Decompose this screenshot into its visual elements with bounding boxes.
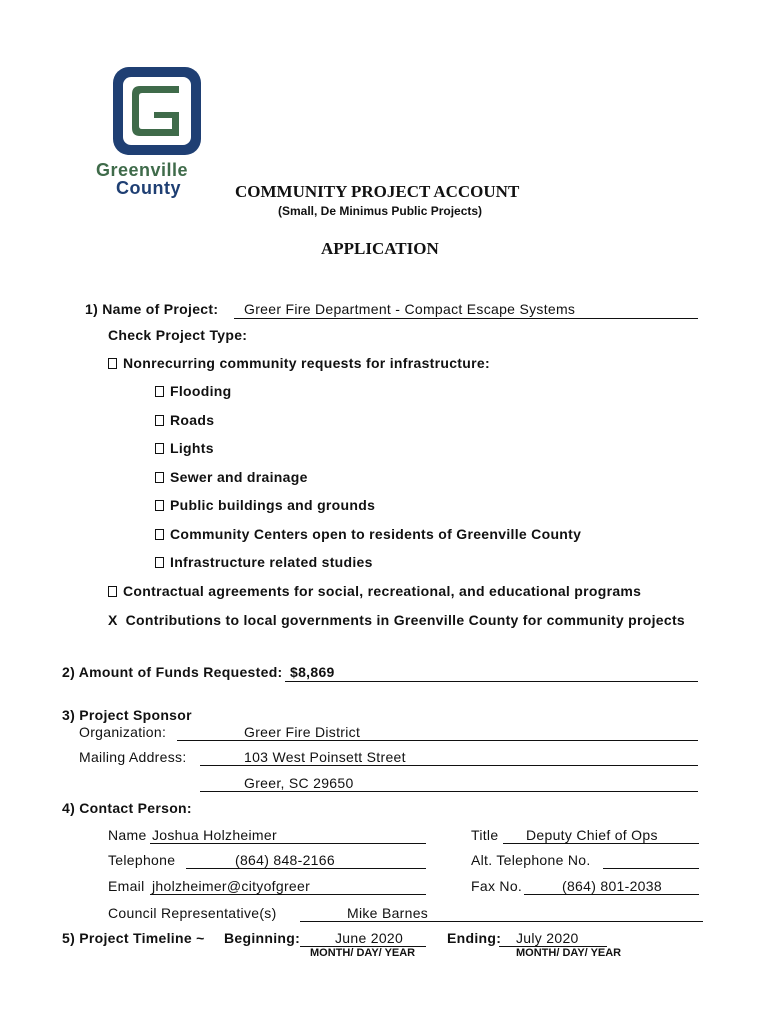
title-line [503,843,699,844]
project-name-value[interactable]: Greer Fire Department - Compact Escape Systems [244,301,576,317]
funds-requested-value[interactable]: $8,869 [290,664,335,680]
ending-label: Ending: [447,930,502,946]
ending-date-hint: MONTH/ DAY/ YEAR [516,947,622,959]
nonrecurring-option[interactable] [108,355,490,371]
fax-label: Fax No. [471,878,523,894]
option-public-buildings[interactable] [155,497,375,513]
contact-person-label: 4) Contact Person: [62,800,192,816]
organization-label: Organization: [79,724,167,740]
public-buildings-checkbox[interactable] [155,500,164,511]
project-name-label: 1) Name of Project: [85,301,219,317]
email-line [150,894,426,895]
infrastructure-studies-checkbox[interactable] [155,557,164,568]
council-representative-label: Council Representative(s) [108,905,277,921]
option-contractual[interactable] [108,583,641,599]
logo-line-1: Greenville [96,160,189,180]
name-label: Name [108,827,147,843]
option-flooding[interactable] [155,383,232,399]
beginning-date-hint: MONTH/ DAY/ YEAR [310,947,416,959]
telephone-value[interactable]: (864) 848-2166 [235,852,335,868]
email-label: Email [108,878,145,894]
application-heading: APPLICATION [321,239,439,258]
project-sponsor-label: 3) Project Sponsor [62,707,192,723]
roads-label: Roads [170,412,215,428]
sewer-label: Sewer and drainage [170,469,308,485]
organization-line-a [177,740,698,741]
fax-value[interactable]: (864) 801-2038 [562,878,662,894]
greenville-county-logo [96,66,220,202]
option-lights[interactable] [155,440,214,456]
gc-logo-icon [96,66,220,162]
beginning-value[interactable]: June 2020 [335,930,404,946]
roads-checkbox[interactable] [155,415,164,426]
logo-line-2: County [116,178,181,198]
project-timeline-label: 5) Project Timeline ~ [62,930,205,946]
funds-line [285,681,698,682]
mailing-address-label: Mailing Address: [79,749,187,765]
contributions-checkmark[interactable]: X [108,612,118,628]
address-line-1 [200,765,698,766]
alt-telephone-label: Alt. Telephone No. [471,852,591,868]
flooding-label: Flooding [170,383,232,399]
contractual-checkbox[interactable] [108,586,117,597]
beginning-label: Beginning: [224,930,301,946]
community-centers-label: Community Centers open to residents of Greenville County [170,526,582,542]
nonrecurring-label: Nonrecurring community requests for infrastructure: [123,355,490,371]
community-centers-checkbox[interactable] [155,529,164,540]
email-value[interactable]: jholzheimer@cityofgreer [152,878,311,894]
nonrecurring-checkbox[interactable] [108,358,117,369]
address-line-2 [200,791,698,792]
option-roads[interactable] [155,412,214,428]
telephone-label: Telephone [108,852,176,868]
alt-telephone-line [603,868,699,869]
sewer-checkbox[interactable] [155,472,164,483]
project-name-line [234,318,698,319]
ending-value[interactable]: July 2020 [516,930,579,946]
council-representative-value[interactable]: Mike Barnes [347,905,429,921]
address-line-1-value[interactable]: 103 West Poinsett Street [244,749,406,765]
option-infrastructure-studies[interactable] [155,554,373,570]
option-contributions[interactable] [108,612,685,628]
name-value[interactable]: Joshua Holzheimer [152,827,277,843]
flooding-checkbox[interactable] [155,386,164,397]
name-line [150,843,426,844]
contractual-label: Contractual agreements for social, recreational, and educational programs [123,583,642,599]
organization-value[interactable]: Greer Fire District [244,724,361,740]
public-buildings-label: Public buildings and grounds [170,497,376,513]
check-project-type-label: Check Project Type: [108,327,248,343]
option-community-centers[interactable] [155,526,581,542]
page-subtitle: (Small, De Minimus Public Projects) [278,204,483,218]
lights-label: Lights [170,440,214,456]
title-label: Title [471,827,499,843]
contributions-label: Contributions to local governments in Greenville County for community projects [125,612,685,628]
infrastructure-studies-label: Infrastructure related studies [170,554,373,570]
address-line-2-value[interactable]: Greer, SC 29650 [244,775,354,791]
council-line [300,921,703,922]
page-title: COMMUNITY PROJECT ACCOUNT [235,182,520,201]
funds-requested-label: 2) Amount of Funds Requested: [62,664,283,680]
fax-line [524,894,699,895]
title-value[interactable]: Deputy Chief of Ops [526,827,658,843]
telephone-line [186,868,426,869]
option-sewer[interactable] [155,469,308,485]
lights-checkbox[interactable] [155,443,164,454]
